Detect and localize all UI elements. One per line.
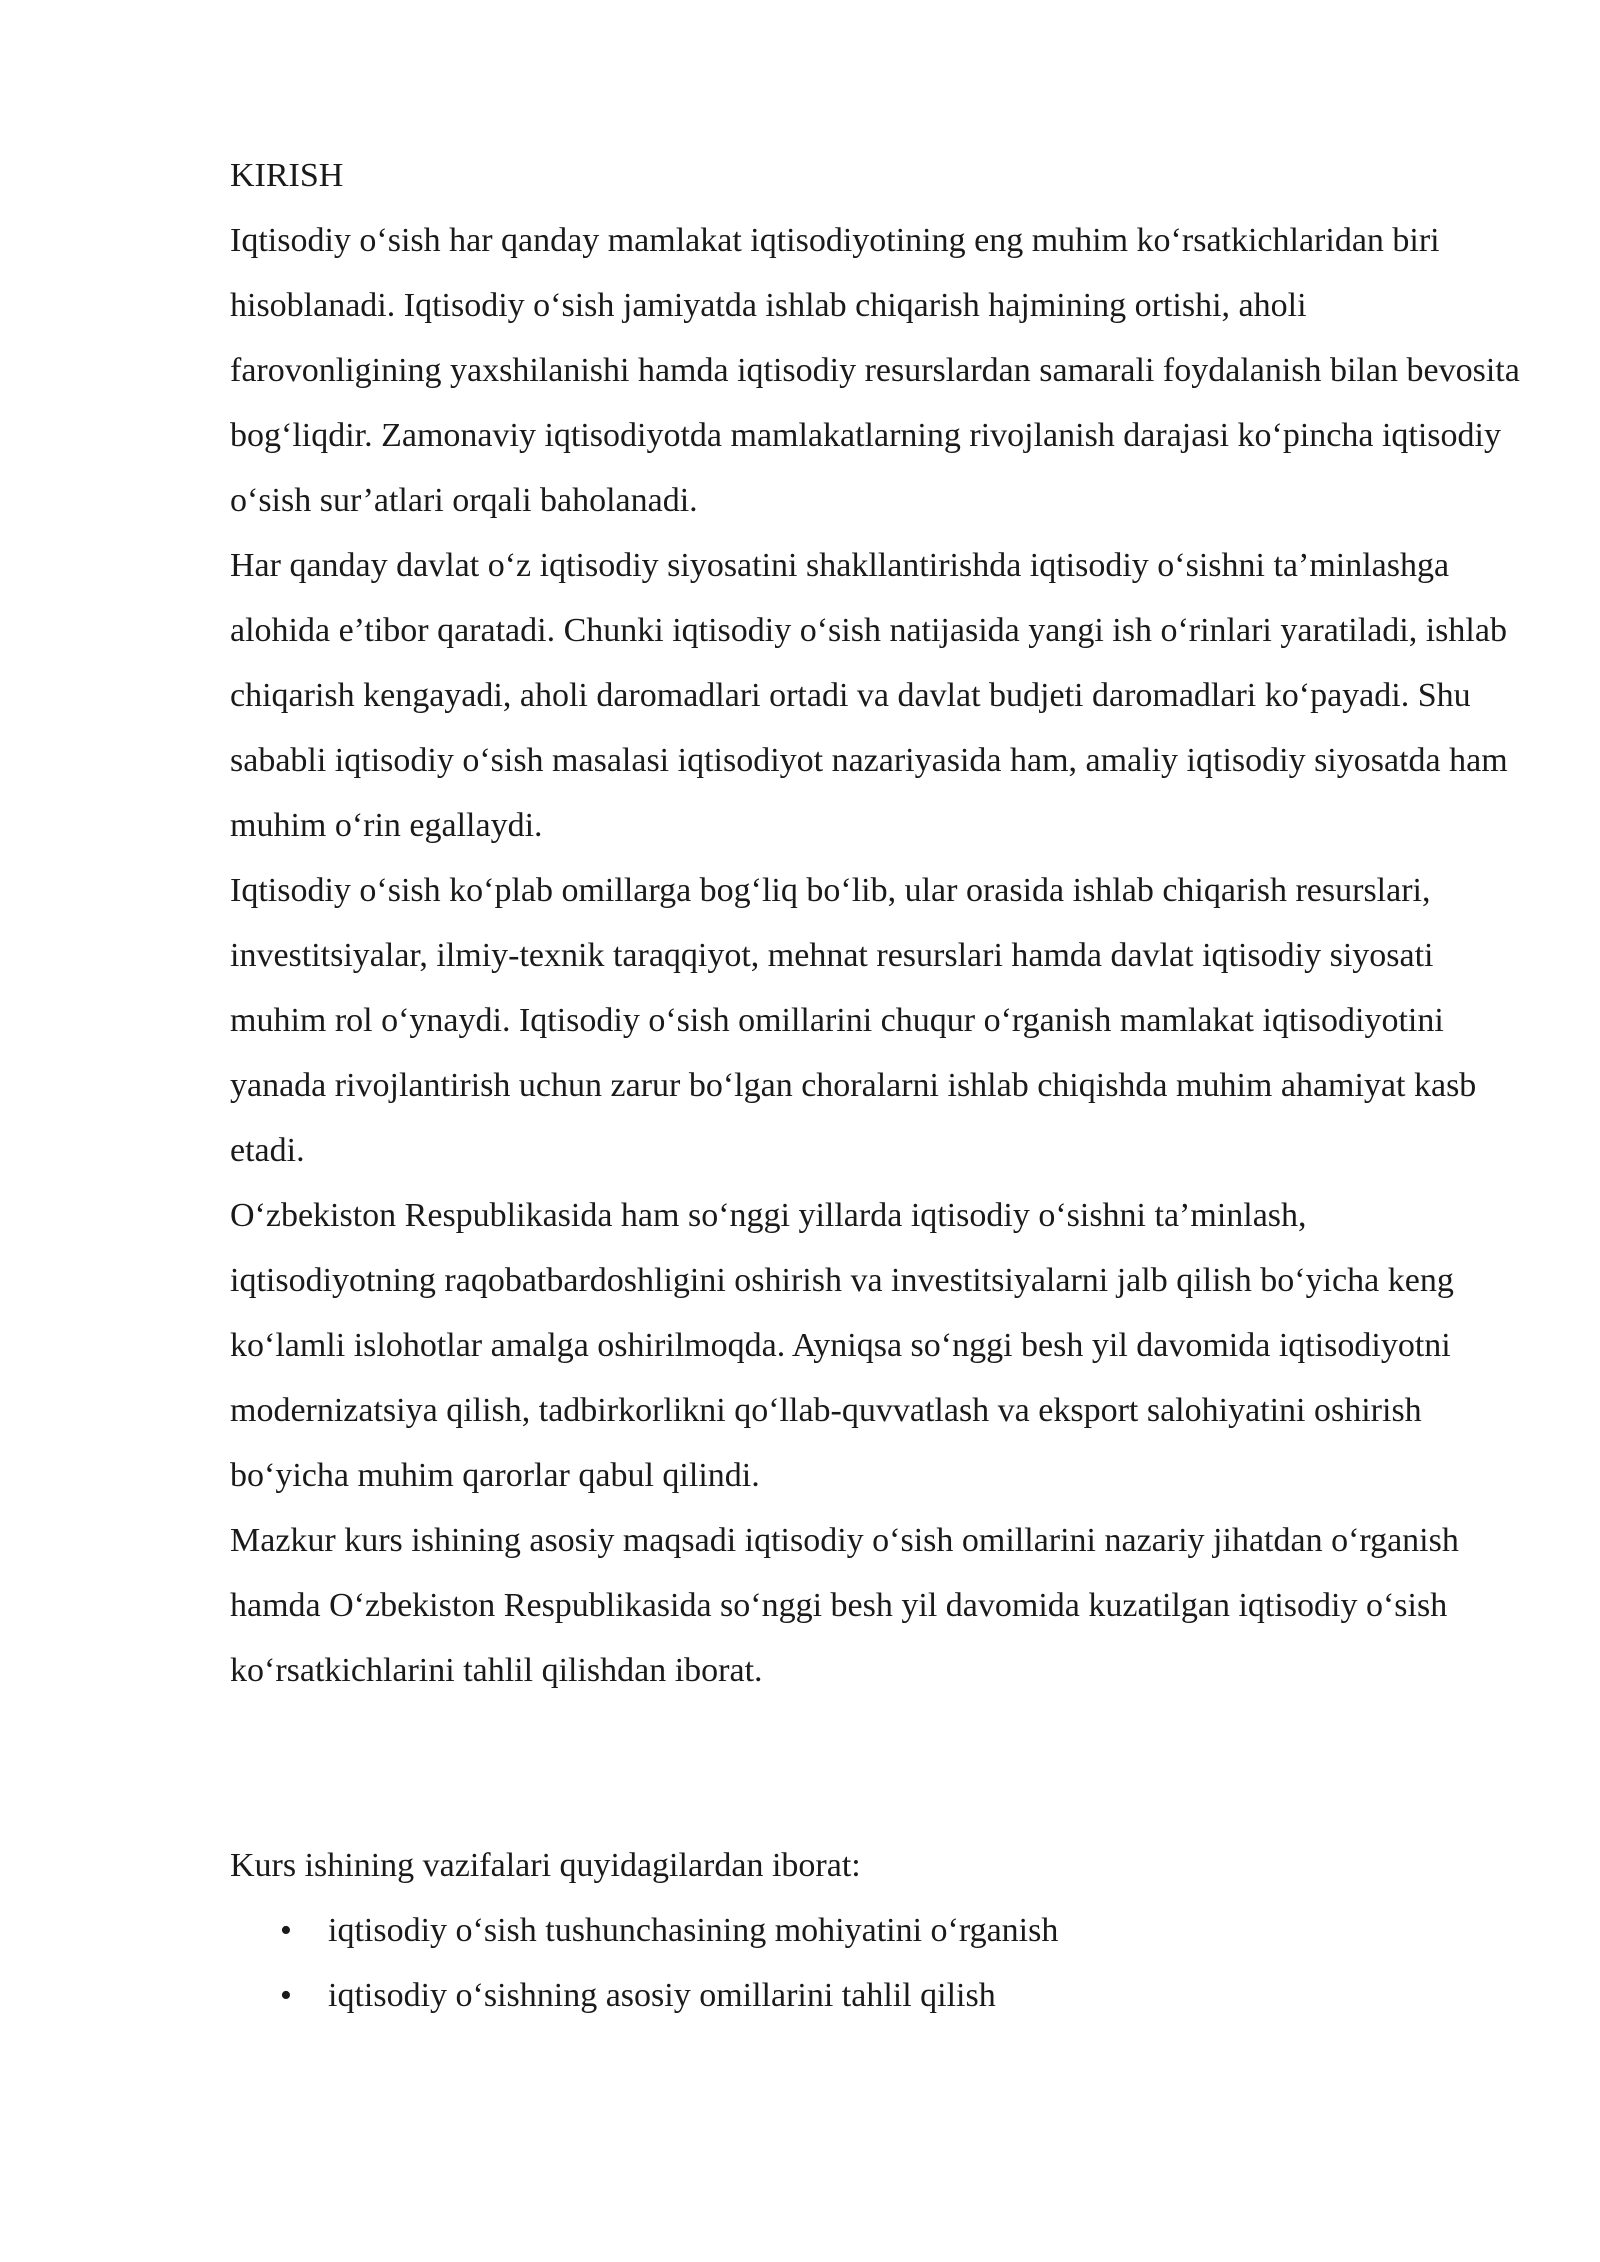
tasks-intro: Kurs ishining vazifalari quyidagilardan iborat: [230, 1847, 861, 1884]
list-item [230, 1898, 1520, 1963]
paragraph-2: Har qanday davlat o‘z iqtisodiy siyosatini shakllantirishda iqtisodiy o‘sishni ta’minlashga alohida e’tibor qaratadi. Chunki iqtisodiy o‘sish natijasida yangi ish o‘rinlari yaratiladi, ishlab chiqarish kengayadi, aholi daromadlari ortadi va davlat budjeti daromadlari ko‘payadi. Shu sababli iqtisodiy o‘sish masalasi iqtisodiyot nazariyasida ham, amaliy iqtisodiy siyosatda ham muhim o‘rin egallaydi. [230, 547, 1508, 844]
paragraph-4: O‘zbekiston Respublikasida ham so‘nggi yillarda iqtisodiy o‘sishni ta’minlash, iqtisodiyotning raqobatbardoshligini oshirish va investitsiyalarni jalb qilish bo‘yicha keng ko‘lamli islohotlar amalga oshirilmoqda. Ayniqsa so‘nggi besh yil davomida iqtisodiyotni modernizatsiya qilish, tadbirkorlikni qo‘llab-quvvatlash va eksport salohiyatini oshirish bo‘yicha muhim qarorlar qabul qilindi. [230, 1197, 1454, 1494]
paragraph-5: Mazkur kurs ishining asosiy maqsadi iqtisodiy o‘sish omillarini nazariy jihatdan o‘rganish hamda O‘zbekiston Respublikasida so‘nggi besh yil davomida kuzatilgan iqtisodiy o‘sish ko‘rsatkichlarini tahlil qilishdan iborat. [230, 1522, 1459, 1689]
section-heading: KIRISH [230, 157, 344, 194]
paragraph-spacer [230, 1703, 1520, 1833]
document-page [230, 143, 1520, 2028]
list-item [230, 1963, 1520, 2028]
paragraph-1: Iqtisodiy o‘sish har qanday mamlakat iqtisodiyotining eng muhim ko‘rsatkichlaridan biri hisoblanadi. Iqtisodiy o‘sish jamiyatda ishlab chiqarish hajmining ortishi, aholi farovonligining yaxshilanishi hamda iqtisodiy resurslardan samarali foydalanish bilan bevosita bog‘liqdir. Zamonaviy iqtisodiyotda mamlakatlarning rivojlanish darajasi ko‘pincha iqtisodiy o‘sish sur’atlari orqali baholanadi. [230, 222, 1520, 519]
list-item-text: iqtisodiy o‘sishning asosiy omillarini tahlil qilish [328, 1977, 996, 2014]
bullet-icon: • [280, 1977, 292, 2014]
task-list [230, 1898, 1520, 2028]
bullet-icon: • [280, 1912, 292, 1949]
list-item-text: iqtisodiy o‘sish tushunchasining mohiyatini o‘rganish [328, 1912, 1059, 1949]
paragraph-3: Iqtisodiy o‘sish ko‘plab omillarga bog‘liq bo‘lib, ular orasida ishlab chiqarish resurslari, investitsiyalar, ilmiy-texnik taraqqiyot, mehnat resurslari hamda davlat iqtisodiy siyosati muhim rol o‘ynaydi. Iqtisodiy o‘sish omillarini chuqur o‘rganish mamlakat iqtisodiyotini yanada rivojlantirish uchun zarur bo‘lgan choralarni ishlab chiqishda muhim ahamiyat kasb etadi. [230, 872, 1477, 1169]
